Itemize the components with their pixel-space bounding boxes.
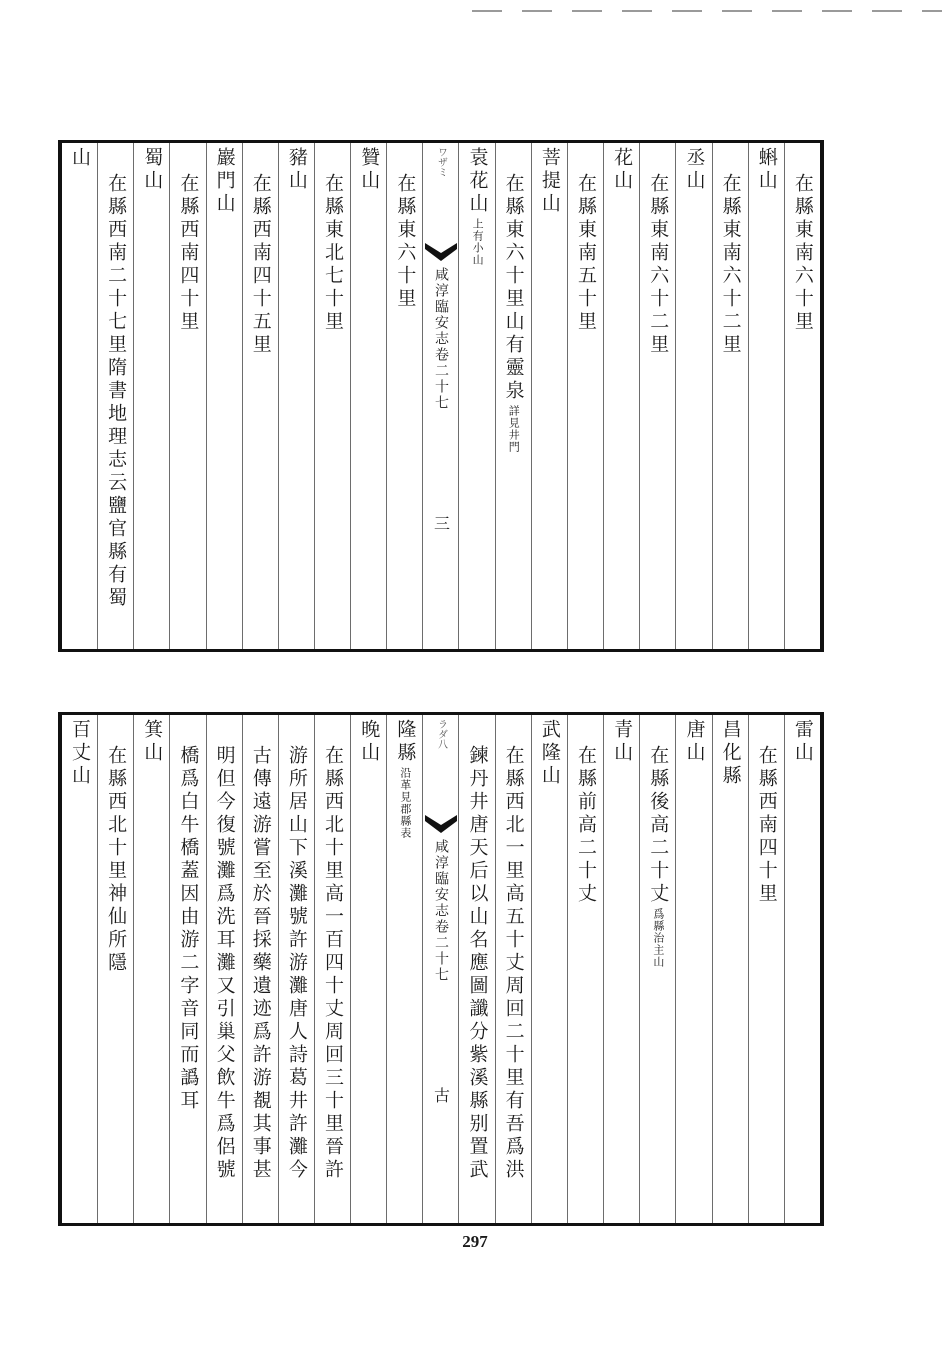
fold-strip bbox=[422, 715, 458, 1223]
text-column bbox=[675, 143, 711, 649]
column-text: 在縣西北十里神仙所隱 bbox=[105, 745, 128, 975]
column-text: 在縣西南四十五里 bbox=[249, 173, 272, 357]
column-text: 在縣東六十里山有靈泉 bbox=[502, 173, 525, 403]
text-column bbox=[314, 143, 350, 649]
column-text: 橋爲白牛橋蓋因由游二字音同而譌耳 bbox=[177, 745, 200, 1113]
fold-strip bbox=[422, 143, 458, 649]
book-title: 咸淳臨安志卷二十七 bbox=[432, 267, 449, 411]
text-column bbox=[748, 143, 784, 649]
text-column bbox=[748, 715, 784, 1223]
text-column bbox=[133, 143, 169, 649]
annotation-note: 沿革見郡縣表 bbox=[398, 767, 412, 839]
folio-number: 三 bbox=[431, 515, 451, 531]
column-text: 在縣西南四十里 bbox=[177, 173, 200, 334]
column-text: 在縣東南六十二里 bbox=[719, 173, 742, 357]
text-column bbox=[386, 143, 422, 649]
mountain-heading: 山 bbox=[68, 147, 91, 170]
book-title: 咸淳臨安志卷二十七 bbox=[432, 839, 449, 983]
text-column bbox=[62, 715, 97, 1223]
text-column bbox=[242, 715, 278, 1223]
text-column bbox=[278, 715, 314, 1223]
text-column bbox=[458, 143, 494, 649]
mountain-heading: 菩提山 bbox=[538, 147, 561, 216]
column-text: 游所居山下溪灘號許游灘唐人詩葛井許灘今 bbox=[285, 745, 308, 1182]
annotation-note: 上有小山 bbox=[471, 218, 485, 266]
mountain-heading: 武隆山 bbox=[538, 719, 561, 788]
mountain-heading: 隆縣 bbox=[394, 719, 417, 765]
text-column bbox=[350, 715, 386, 1223]
column-text: 在縣東南六十二里 bbox=[647, 173, 670, 357]
text-column bbox=[567, 143, 603, 649]
text-column bbox=[675, 715, 711, 1223]
mountain-heading: 丞山 bbox=[683, 147, 706, 193]
top-page-columns bbox=[62, 143, 820, 649]
text-column bbox=[169, 715, 205, 1223]
text-column bbox=[603, 143, 639, 649]
column-text: 在縣東六十里 bbox=[394, 173, 417, 311]
mountain-heading: 昌化縣 bbox=[719, 719, 742, 788]
text-column bbox=[206, 715, 242, 1223]
text-column bbox=[97, 715, 133, 1223]
mountain-heading: 袁花山 bbox=[466, 147, 489, 216]
fishtail-mark bbox=[425, 815, 457, 833]
mountain-heading: 巖門山 bbox=[213, 147, 236, 216]
text-column bbox=[278, 143, 314, 649]
bottom-page-columns bbox=[62, 715, 820, 1223]
column-text: 在縣後高二十丈 bbox=[647, 745, 670, 906]
column-text: 鍊丹井唐天后以山名應圖讖分紫溪縣别置武 bbox=[466, 745, 489, 1182]
top-page bbox=[58, 140, 824, 652]
mountain-heading: 蜀山 bbox=[141, 147, 164, 193]
text-column bbox=[458, 715, 494, 1223]
mountain-heading: 花山 bbox=[611, 147, 634, 193]
column-text: 古傳遠游嘗至於晉採藥遺迹爲許游覩其事甚 bbox=[249, 745, 272, 1182]
column-text: 在縣東北七十里 bbox=[322, 173, 345, 334]
text-column bbox=[386, 715, 422, 1223]
column-text: 在縣西南四十里 bbox=[755, 745, 778, 906]
mountain-heading: 百丈山 bbox=[68, 719, 91, 788]
text-column bbox=[314, 715, 350, 1223]
text-column bbox=[603, 715, 639, 1223]
top-edge-dashes bbox=[472, 10, 942, 12]
text-column bbox=[495, 143, 531, 649]
annotation-note: 爲縣治主山 bbox=[651, 908, 665, 968]
fold-mark: ワザミ bbox=[435, 147, 447, 177]
text-column bbox=[784, 715, 820, 1223]
column-text: 在縣西南二十七里隋書地理志云鹽官縣有蜀 bbox=[105, 173, 128, 610]
text-column bbox=[712, 715, 748, 1223]
mountain-heading: 唐山 bbox=[683, 719, 706, 765]
mountain-heading: 箕山 bbox=[141, 719, 164, 765]
column-text: 在縣東南五十里 bbox=[574, 173, 597, 334]
mountain-heading: 雷山 bbox=[791, 719, 814, 765]
bottom-page bbox=[58, 712, 824, 1226]
text-column bbox=[712, 143, 748, 649]
text-column bbox=[531, 715, 567, 1223]
column-text: 明但今復號灘爲洗耳灘又引巢父飲牛爲侶號 bbox=[213, 745, 236, 1182]
text-column bbox=[97, 143, 133, 649]
text-column bbox=[531, 143, 567, 649]
column-text: 在縣西北十里高一百四十丈周回三十里晉許 bbox=[322, 745, 345, 1182]
text-column bbox=[133, 715, 169, 1223]
page-number: 297 bbox=[462, 1232, 488, 1251]
folio-number: 古 bbox=[431, 1087, 451, 1103]
annotation-note: 詳見井門 bbox=[507, 405, 521, 453]
column-text: 在縣東南六十里 bbox=[791, 173, 814, 334]
text-column bbox=[242, 143, 278, 649]
text-column bbox=[495, 715, 531, 1223]
text-column bbox=[350, 143, 386, 649]
mountain-heading: 蝌山 bbox=[755, 147, 778, 193]
column-text: 在縣前高二十丈 bbox=[574, 745, 597, 906]
mountain-heading: 晚山 bbox=[358, 719, 381, 765]
text-column bbox=[567, 715, 603, 1223]
mountain-heading: 贊山 bbox=[358, 147, 381, 193]
fishtail-mark bbox=[425, 243, 457, 261]
text-column bbox=[639, 143, 675, 649]
text-column bbox=[169, 143, 205, 649]
text-column bbox=[206, 143, 242, 649]
text-column bbox=[639, 715, 675, 1223]
mountain-heading: 豬山 bbox=[285, 147, 308, 193]
text-column bbox=[62, 143, 97, 649]
column-text: 在縣西北一里高五十丈周回二十里有吾爲洪 bbox=[502, 745, 525, 1182]
text-column bbox=[784, 143, 820, 649]
fold-mark: ラダ八 bbox=[435, 719, 447, 749]
mountain-heading: 青山 bbox=[611, 719, 634, 765]
